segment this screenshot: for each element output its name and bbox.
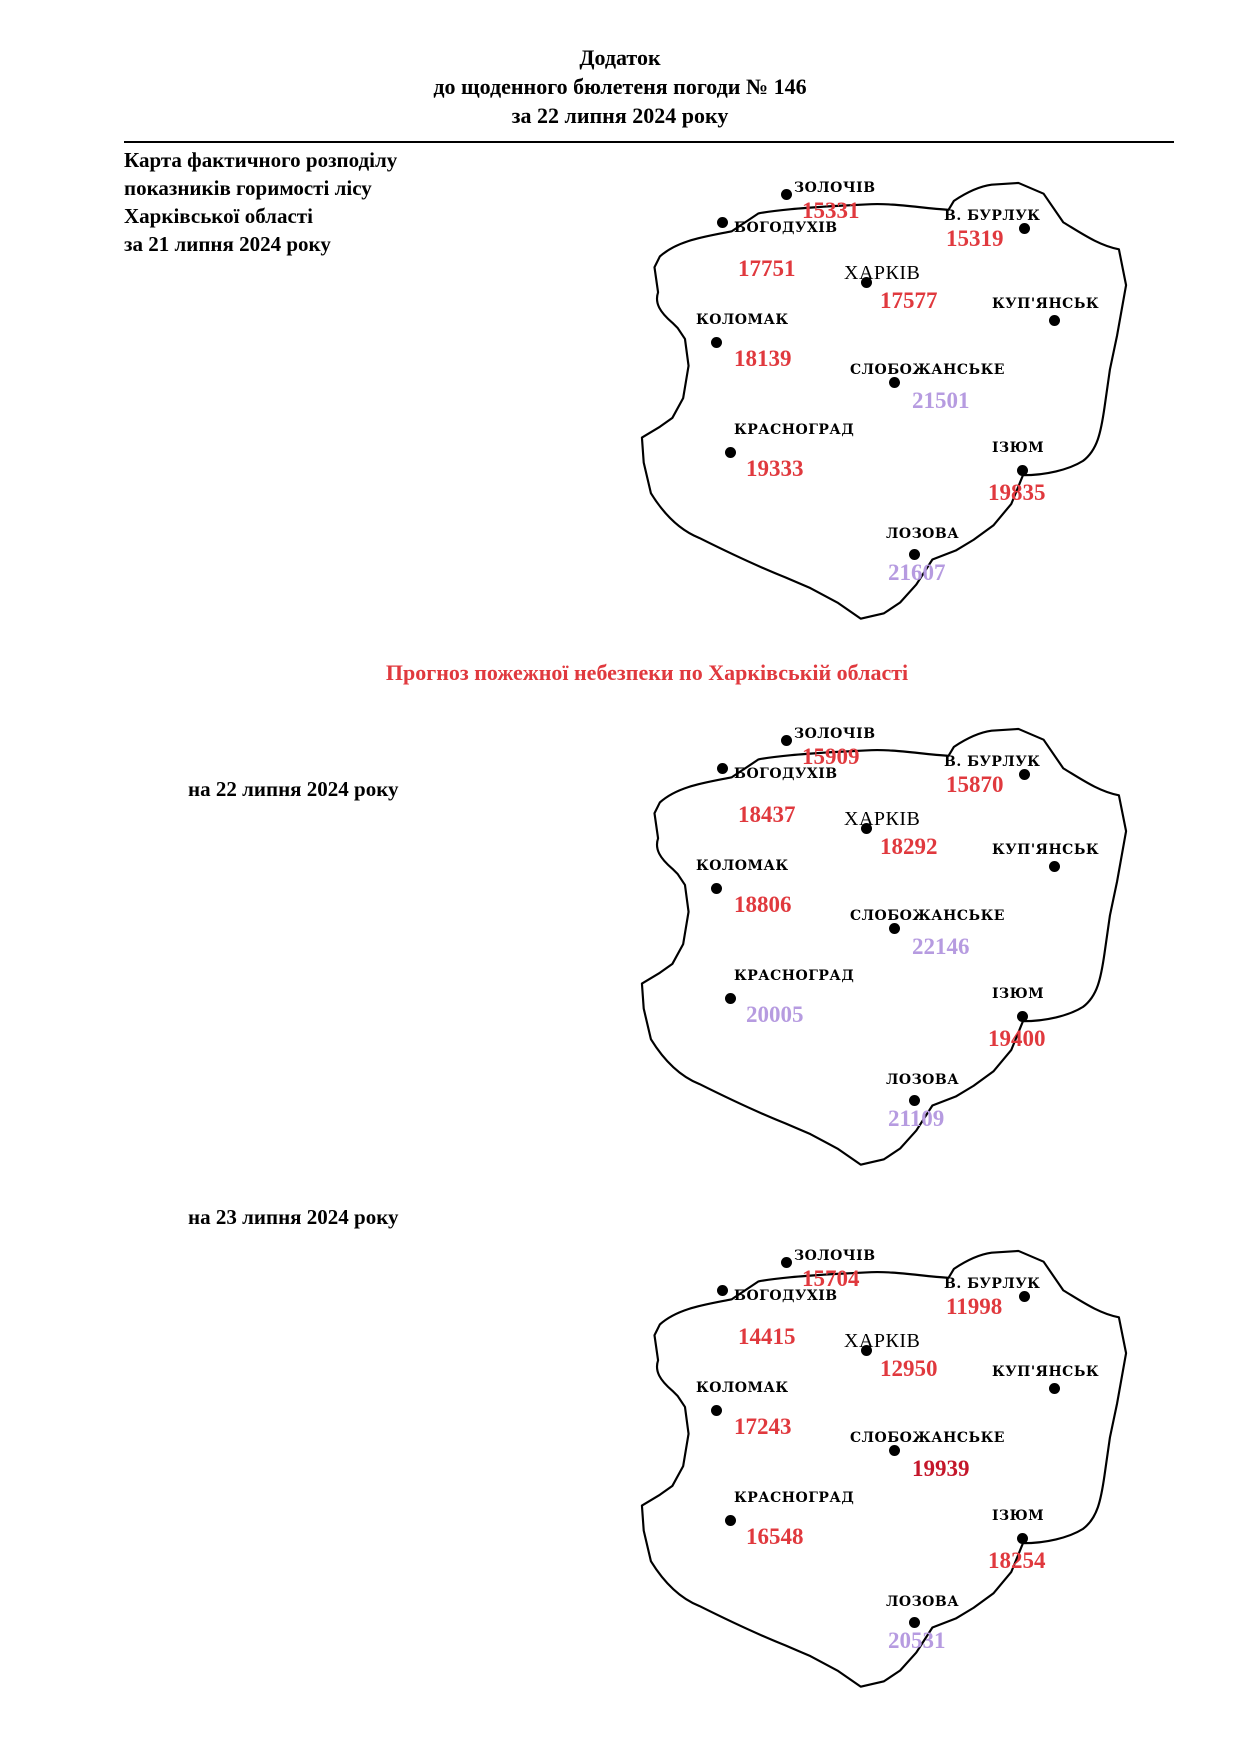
index-value-zolochiv: 15331 [802, 198, 860, 223]
index-value-izium: 19835 [988, 480, 1046, 505]
city-label-krasnohrad: КРАСНОГРАД [734, 968, 855, 984]
header-title: Додаток [579, 45, 661, 70]
city-label-kolomak: КОЛОМАК [696, 858, 789, 874]
index-value-kolomak: 18806 [734, 892, 792, 917]
city-marker-v_burluk [1019, 1291, 1030, 1302]
map-forecast-day2 [624, 1220, 1144, 1714]
city-label-kolomak: КОЛОМАК [696, 1380, 789, 1396]
index-value-zolochiv: 15704 [802, 1266, 860, 1291]
city-label-v_burluk: В. БУРЛУК [944, 754, 1041, 770]
city-marker-bohodukhiv [717, 217, 728, 228]
city-label-bohodukhiv: БОГОДУХІВ [734, 220, 838, 236]
city-label-bohodukhiv: БОГОДУХІВ [734, 766, 838, 782]
index-value-zolochiv: 15909 [802, 744, 860, 769]
city-label-bohodukhiv: БОГОДУХІВ [734, 1288, 838, 1304]
index-value-v_burluk: 11998 [946, 1294, 1003, 1319]
kharkiv-oblast-border [642, 729, 1126, 1165]
index-value-v_burluk: 15870 [946, 772, 1004, 797]
index-value-v_burluk: 15319 [946, 226, 1004, 251]
city-marker-v_burluk [1019, 223, 1030, 234]
caption-line-2: показників горимості лісу [124, 176, 372, 200]
city-marker-lozova [909, 1095, 920, 1106]
actual-map-caption [124, 146, 397, 258]
caption-line-4: за 21 липня 2024 року [124, 232, 331, 256]
header-divider [124, 141, 1174, 143]
city-marker-izium [1017, 1011, 1028, 1022]
city-marker-lozova [909, 1617, 920, 1628]
city-label-slobozhanske: СЛОБОЖАНСЬКЕ [850, 1430, 1005, 1446]
index-value-bohodukhiv: 17751 [738, 256, 796, 281]
city-label-kupiansk: КУП'ЯНСЬК [992, 1364, 1100, 1380]
city-marker-kolomak [711, 883, 722, 894]
index-value-izium: 18254 [988, 1548, 1046, 1573]
city-marker-krasnohrad [725, 1515, 736, 1526]
index-value-slobozhanske: 19939 [912, 1456, 970, 1481]
city-label-kupiansk: КУП'ЯНСЬК [992, 842, 1100, 858]
forecast-day1-label: на 22 липня 2024 року [188, 777, 399, 801]
city-marker-krasnohrad [725, 447, 736, 458]
city-marker-kolomak [711, 1405, 722, 1416]
city-label-zolochiv: ЗОЛОЧІВ [794, 726, 876, 742]
region-outline [624, 1220, 1144, 1714]
index-value-bohodukhiv: 18437 [738, 802, 796, 827]
city-marker-kupiansk [1049, 315, 1060, 326]
city-marker-zolochiv [781, 735, 792, 746]
index-value-lozova: 21109 [888, 1106, 945, 1131]
city-label-kharkiv: ХАРКІВ [844, 262, 921, 284]
city-label-izium: ІЗЮМ [992, 986, 1045, 1002]
city-label-v_burluk: В. БУРЛУК [944, 208, 1041, 224]
city-label-krasnohrad: КРАСНОГРАД [734, 1490, 855, 1506]
city-marker-kupiansk [1049, 861, 1060, 872]
index-value-kharkiv: 12950 [880, 1356, 938, 1381]
city-marker-slobozhanske [889, 1445, 900, 1456]
city-marker-izium [1017, 1533, 1028, 1544]
region-outline [624, 152, 1144, 646]
city-marker-bohodukhiv [717, 1285, 728, 1296]
index-value-kharkiv: 18292 [880, 834, 938, 859]
city-label-zolochiv: ЗОЛОЧІВ [794, 180, 876, 196]
index-value-kolomak: 17243 [734, 1414, 792, 1439]
city-label-slobozhanske: СЛОБОЖАНСЬКЕ [850, 908, 1005, 924]
city-label-krasnohrad: КРАСНОГРАД [734, 422, 855, 438]
kharkiv-oblast-border [642, 1251, 1126, 1687]
kharkiv-oblast-border [642, 183, 1126, 619]
city-label-slobozhanske: СЛОБОЖАНСЬКЕ [850, 362, 1005, 378]
map-forecast-day1 [624, 698, 1144, 1192]
city-label-lozova: ЛОЗОВА [886, 1072, 960, 1088]
city-label-kharkiv: ХАРКІВ [844, 808, 921, 830]
city-label-izium: ІЗЮМ [992, 440, 1045, 456]
caption-line-1: Карта фактичного розподілу [124, 148, 398, 172]
index-value-slobozhanske: 22146 [912, 934, 970, 959]
index-value-krasnohrad: 20005 [746, 1002, 804, 1027]
index-value-lozova: 21607 [888, 560, 946, 585]
index-value-slobozhanske: 21501 [912, 388, 970, 413]
city-label-kharkiv: ХАРКІВ [844, 1330, 921, 1352]
city-marker-krasnohrad [725, 993, 736, 1004]
city-marker-v_burluk [1019, 769, 1030, 780]
city-marker-izium [1017, 465, 1028, 476]
index-value-kharkiv: 17577 [880, 288, 938, 313]
city-marker-slobozhanske [889, 923, 900, 934]
caption-line-3: Харківської області [124, 204, 313, 228]
index-value-izium: 19400 [988, 1026, 1046, 1051]
city-label-lozova: ЛОЗОВА [886, 1594, 960, 1610]
header-subtitle: до щоденного бюлетеня погоди № 146 [433, 74, 807, 99]
city-marker-lozova [909, 549, 920, 560]
city-marker-slobozhanske [889, 377, 900, 388]
city-marker-kolomak [711, 337, 722, 348]
map-actual [624, 152, 1144, 646]
city-marker-zolochiv [781, 189, 792, 200]
city-label-lozova: ЛОЗОВА [886, 526, 960, 542]
forecast-title: Прогноз пожежної небезпеки по Харківській області [385, 660, 909, 685]
city-label-zolochiv: ЗОЛОЧІВ [794, 1248, 876, 1264]
index-value-kolomak: 18139 [734, 346, 792, 371]
city-marker-kupiansk [1049, 1383, 1060, 1394]
index-value-krasnohrad: 16548 [746, 1524, 804, 1549]
index-value-krasnohrad: 19333 [746, 456, 804, 481]
city-marker-bohodukhiv [717, 763, 728, 774]
forecast-day2-label: на 23 липня 2024 року [188, 1205, 399, 1229]
city-marker-zolochiv [781, 1257, 792, 1268]
header-date: за 22 липня 2024 року [511, 103, 729, 128]
index-value-lozova: 20531 [888, 1628, 946, 1653]
index-value-bohodukhiv: 14415 [738, 1324, 796, 1349]
city-label-kolomak: КОЛОМАК [696, 312, 789, 328]
city-label-kupiansk: КУП'ЯНСЬК [992, 296, 1100, 312]
region-outline [624, 698, 1144, 1192]
city-label-v_burluk: В. БУРЛУК [944, 1276, 1041, 1292]
city-label-izium: ІЗЮМ [992, 1508, 1045, 1524]
